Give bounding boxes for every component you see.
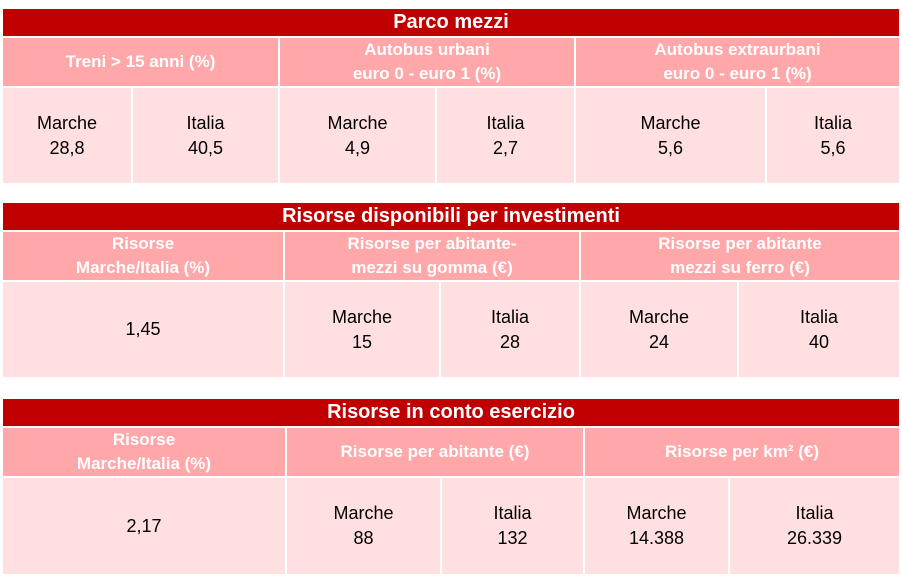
data-cell: [739, 282, 899, 377]
data-cell: [280, 88, 437, 183]
cell-value: 14.388: [628, 528, 685, 548]
cell-value: 40: [808, 331, 830, 352]
cell-value: 26.339: [786, 528, 843, 548]
cell-value: 15: [351, 331, 373, 352]
cell-label: Marche: [628, 306, 690, 327]
investimenti-table: [3, 203, 899, 377]
data-cell: [767, 88, 899, 183]
cell-label: Italia: [186, 112, 225, 133]
parco-mezzi-title: Parco mezzi: [3, 9, 899, 38]
cell-label: Italia: [799, 306, 839, 327]
header-autobus-extraurbani: [576, 38, 899, 86]
cell-label: Marche: [36, 112, 98, 133]
header-mezzi-su-gomma: [285, 232, 581, 280]
investimenti-title: Risorse disponibili per investimenti: [3, 203, 899, 232]
cell-label: Italia: [795, 503, 834, 523]
cell-value: 5,6: [820, 137, 846, 158]
header-line: Risorse: [111, 234, 175, 253]
header-risorse-marche-italia: [3, 428, 287, 476]
cell-value: 4,9: [344, 137, 371, 158]
header-risorse-per-km2: Risorse per km² (€): [585, 428, 899, 476]
cell-value: 28,8: [49, 137, 85, 158]
data-cell: [441, 282, 581, 377]
cell-label: Italia: [813, 112, 853, 133]
cell-value: 5,6: [657, 137, 684, 158]
data-cell: [581, 282, 739, 377]
header-line: Marche/Italia (%): [76, 454, 212, 473]
data-cell: [437, 88, 576, 183]
cell-label: Marche: [327, 112, 388, 133]
cell-value: 132: [497, 528, 528, 548]
data-cell-single: [3, 478, 287, 574]
cell-value: 40,5: [187, 137, 224, 158]
cell-value: 28: [499, 331, 521, 352]
parco-mezzi-table: [3, 9, 899, 183]
header-line: Risorse per abitante: [658, 234, 822, 253]
esercizio-table: [3, 399, 899, 574]
data-cell: [730, 478, 899, 574]
cell-label: Marche: [333, 503, 394, 523]
header-risorse-per-abitante: Risorse per abitante (€): [287, 428, 585, 476]
header-line: Risorse: [112, 430, 176, 449]
cell-value: 2,17: [126, 515, 162, 536]
cell-label: Italia: [493, 503, 532, 523]
cell-label: Italia: [486, 112, 525, 133]
data-cell: [3, 88, 133, 183]
cell-label: Marche: [626, 503, 687, 523]
cell-label: Italia: [490, 306, 530, 327]
cell-value: 1,45: [125, 319, 161, 339]
cell-value: 88: [353, 528, 374, 548]
header-autobus-urbani: [280, 38, 576, 86]
header-line: Autobus extraurbani: [654, 40, 821, 59]
header-line: Marche/Italia (%): [75, 258, 211, 277]
data-cell: [285, 282, 441, 377]
data-cell-single: [3, 282, 285, 377]
header-line: euro 0 - euro 1 (%): [352, 64, 502, 83]
cell-value: 2,7: [492, 137, 519, 158]
header-treni: Treni > 15 anni (%): [3, 38, 280, 86]
header-risorse-marche-italia: [3, 232, 285, 280]
header-line: euro 0 - euro 1 (%): [663, 64, 812, 83]
cell-value: 24: [648, 331, 670, 352]
header-line: mezzi su gomma (€): [351, 258, 513, 277]
data-cell: [287, 478, 442, 574]
header-line: Autobus urbani: [364, 40, 490, 59]
cell-label: Marche: [331, 306, 393, 327]
data-cell: [576, 88, 767, 183]
data-cell: [585, 478, 730, 574]
data-cell: [133, 88, 280, 183]
header-line: Risorse per abitante-: [347, 234, 517, 253]
header-mezzi-su-ferro: [581, 232, 899, 280]
data-cell: [442, 478, 585, 574]
esercizio-title: Risorse in conto esercizio: [3, 399, 899, 428]
cell-label: Marche: [640, 112, 701, 133]
header-line: mezzi su ferro (€): [670, 258, 810, 277]
